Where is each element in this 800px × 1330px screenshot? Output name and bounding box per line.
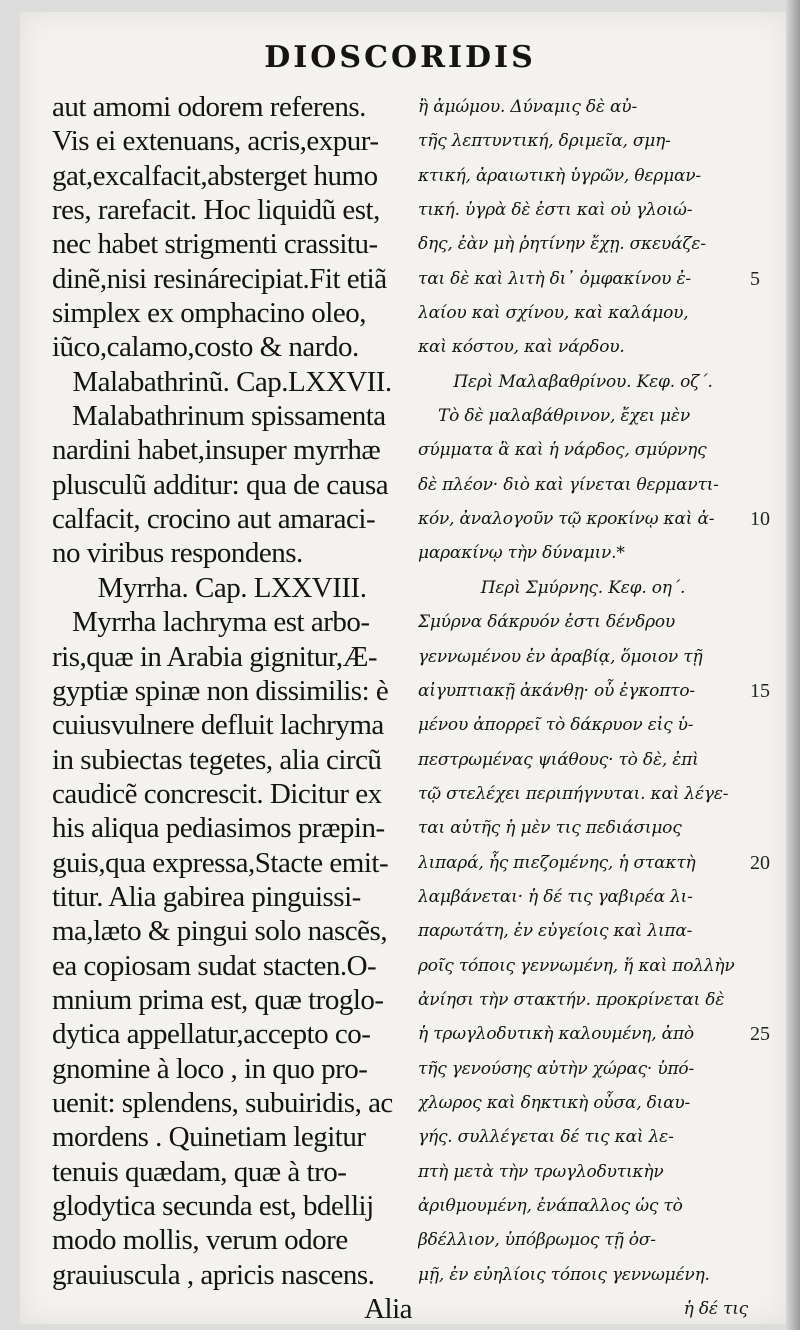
latin-line: grauiuscula , apricis nascens. bbox=[52, 1258, 375, 1291]
greek-line: λαμβάνεται· ἡ δέ τις γαβιρέα λι- bbox=[418, 886, 693, 907]
latin-line: no viribus respondens. bbox=[52, 537, 303, 570]
latin-line: modo mollis, verum odore bbox=[52, 1224, 348, 1257]
latin-line: cuiusvulnere defluit lachryma bbox=[52, 709, 384, 742]
greek-line: Σμύρνα δάκρυόν ἐστι δένδρου bbox=[418, 612, 676, 633]
line-number: 10 bbox=[750, 508, 770, 531]
latin-line: glodytica secunda est, bdellij bbox=[52, 1190, 374, 1222]
latin-line: titur. Alia gabirea pinguissi- bbox=[52, 880, 361, 913]
greek-line: κόν, ἀναλογοῦν τῷ κροκίνῳ καὶ ἀ- bbox=[418, 509, 715, 530]
latin-column bbox=[52, 90, 412, 1326]
greek-line: λιπαρά, ἧς πιεζομένης, ἡ στακτὴ bbox=[418, 852, 696, 873]
greek-line: μαρακίνῳ τὴν δύναμιν.* bbox=[418, 543, 625, 564]
latin-line: Myrrha lachryma est arbo- bbox=[72, 606, 370, 639]
greek-line: ροῖς τόποις γεννωμένη, ἥ καὶ πολλὴν bbox=[418, 955, 735, 976]
latin-line: uenit: splendens, subuiridis, ac bbox=[52, 1086, 393, 1119]
latin-line: ma,læto & pingui solo nascẽs, bbox=[52, 915, 388, 948]
greek-line: καὶ κόστου, καὶ νάρδου. bbox=[418, 337, 625, 358]
line-number: 25 bbox=[750, 1023, 770, 1046]
latin-line: Vis ei extenuans, acris,expur- bbox=[52, 125, 379, 158]
line-number: 5 bbox=[750, 267, 760, 290]
greek-line: ται δὲ καὶ λιτὴ δι᾽ ὀμφακίνου ἐ- bbox=[418, 268, 691, 289]
greek-line: ἡ τρωγλοδυτικὴ καλουμένη, ἀπὸ bbox=[418, 1024, 694, 1045]
greek-line: αἰγυπτιακῇ ἀκάνθῃ· οὗ ἐγκοπτο- bbox=[418, 680, 695, 701]
greek-line: τῆς λεπτυντική, δριμεῖα, σμη- bbox=[418, 131, 671, 152]
latin-line: res, rarefacit. Hoc liquidũ est, bbox=[52, 194, 380, 227]
greek-line: ται αὐτῆς ἡ μὲν τις πεδιάσιμος bbox=[418, 818, 682, 839]
greek-line: δης, ἐὰν μὴ ῥητίνην ἔχῃ. σκευάζε- bbox=[418, 234, 706, 255]
greek-line: γής. συλλέγεται δέ τις καὶ λε- bbox=[418, 1127, 674, 1148]
latin-line: iũco,calamo,costo & nardo. bbox=[52, 331, 359, 364]
greek-line: ἀριθμουμένη, ἐνάπαλλος ὡς τὸ bbox=[418, 1196, 683, 1216]
latin-line: guis,qua expressa,Stacte emit- bbox=[52, 846, 389, 879]
latin-line: mordens . Quinetiam legitur bbox=[52, 1121, 366, 1154]
latin-line: simplex ex omphacino oleo, bbox=[52, 297, 366, 330]
greek-line: Περὶ Μαλαβαθρίνου. Κεφ. οζ΄. bbox=[453, 371, 713, 392]
greek-line: τῆς γενούσης αὐτὴν χώρας· ὑπό- bbox=[418, 1058, 695, 1079]
latin-line: his aliqua pediasimos præpin- bbox=[52, 812, 385, 845]
latin-line: caudicẽ concrescit. Dicitur ex bbox=[52, 777, 382, 810]
latin-line: gyptiæ spinæ non dissimilis: è bbox=[52, 674, 389, 707]
latin-line: ris,quæ in Arabia gignitur,Æ- bbox=[52, 640, 378, 673]
latin-line: nec habet strigmenti crassitu- bbox=[52, 228, 378, 261]
latin-line: calfacit, crocino aut amaraci- bbox=[52, 503, 376, 536]
running-header: DIOSCORIDIS bbox=[264, 40, 536, 75]
latin-line: aut amomi odorem referens. bbox=[52, 91, 366, 123]
greek-line: ἀνίησι τὴν στακτήν. προκρίνεται δὲ bbox=[418, 989, 725, 1010]
latin-line: dinẽ,nisi resinárecipiat.Fit etiã bbox=[52, 262, 387, 295]
latin-line: Malabathrinum spissamenta bbox=[72, 400, 386, 433]
greek-line: παρωτάτη, ἐν εὐγείοις καὶ λιπα- bbox=[418, 921, 693, 942]
greek-line: δὲ πλέον· διὸ καὶ γίνεται θερμαντι- bbox=[418, 474, 719, 495]
latin-line: Myrrha. Cap. LXXVIII. bbox=[97, 571, 367, 604]
greek-line: λαίου καὶ σχίνου, καὶ καλάμου, bbox=[418, 303, 689, 324]
latin-line: in subiectas tegetes, alia circũ bbox=[52, 743, 382, 776]
greek-line: τική. ὑγρὰ δὲ ἐστι καὶ οὐ γλοιώ- bbox=[418, 200, 693, 221]
latin-line: dytica appellatur,accepto co- bbox=[52, 1018, 371, 1051]
greek-line: βδέλλιον, ὑπόβρωμος τῇ ὀσ- bbox=[418, 1230, 656, 1251]
line-number: 15 bbox=[750, 679, 770, 702]
latin-line: mnium prima est, quæ troglo- bbox=[52, 983, 384, 1016]
latin-line: ea copiosam sudat stacten.O- bbox=[52, 949, 377, 982]
greek-line: ἢ ἀμώμου. Δύναμις δὲ αὐ- bbox=[418, 97, 637, 117]
latin-line: gnomine à loco , in quo pro- bbox=[52, 1052, 368, 1085]
latin-line: tenuis quædam, quæ à tro- bbox=[52, 1155, 347, 1188]
greek-line: σύμματα ἃ καὶ ἡ νάρδος, σμύρνης bbox=[418, 440, 707, 461]
greek-line: ἡ δέ τις bbox=[683, 1299, 748, 1320]
greek-line: μῇ, ἐν εὐηλίοις τόποις γεννωμένη. bbox=[418, 1264, 710, 1285]
latin-line: Alia bbox=[364, 1293, 412, 1326]
latin-line: gat,excalfacit,absterget humo bbox=[52, 159, 378, 192]
greek-line: γεννωμένου ἐν ἀραβίᾳ, ὅμοιον τῇ bbox=[418, 646, 703, 667]
latin-line: nardini habet,insuper myrrhæ bbox=[52, 434, 381, 467]
latin-line: plusculũ additur: qua de causa bbox=[52, 468, 389, 501]
greek-line: Περὶ Σμύρνης. Κεφ. οη΄. bbox=[480, 577, 686, 598]
greek-line: κτική, ἀραιωτικὴ ὑγρῶν, θερμαν- bbox=[418, 165, 701, 186]
greek-line: πτὴ μετὰ τὴν τρωγλοδυτικὴν bbox=[418, 1161, 664, 1182]
latin-line: Malabathrinũ. Cap.LXXVII. bbox=[72, 365, 392, 398]
greek-column bbox=[418, 90, 748, 1326]
greek-line: πεστρωμένας ψιάθους· τὸ δὲ, ἐπὶ bbox=[418, 749, 699, 770]
greek-line: μένου ἀπορρεῖ τὸ δάκρυον εἰς ὑ- bbox=[418, 715, 694, 736]
greek-line: τῷ στελέχει περιπήγνυται. καὶ λέγε- bbox=[418, 783, 729, 804]
greek-line: χλωρος καὶ δηκτικὴ οὖσα, διαυ- bbox=[418, 1092, 691, 1113]
line-number: 20 bbox=[750, 851, 770, 874]
greek-line: Τὸ δὲ μαλαβάθρινον, ἔχει μὲν bbox=[438, 406, 690, 427]
page-edge-shadow bbox=[786, 0, 800, 1330]
